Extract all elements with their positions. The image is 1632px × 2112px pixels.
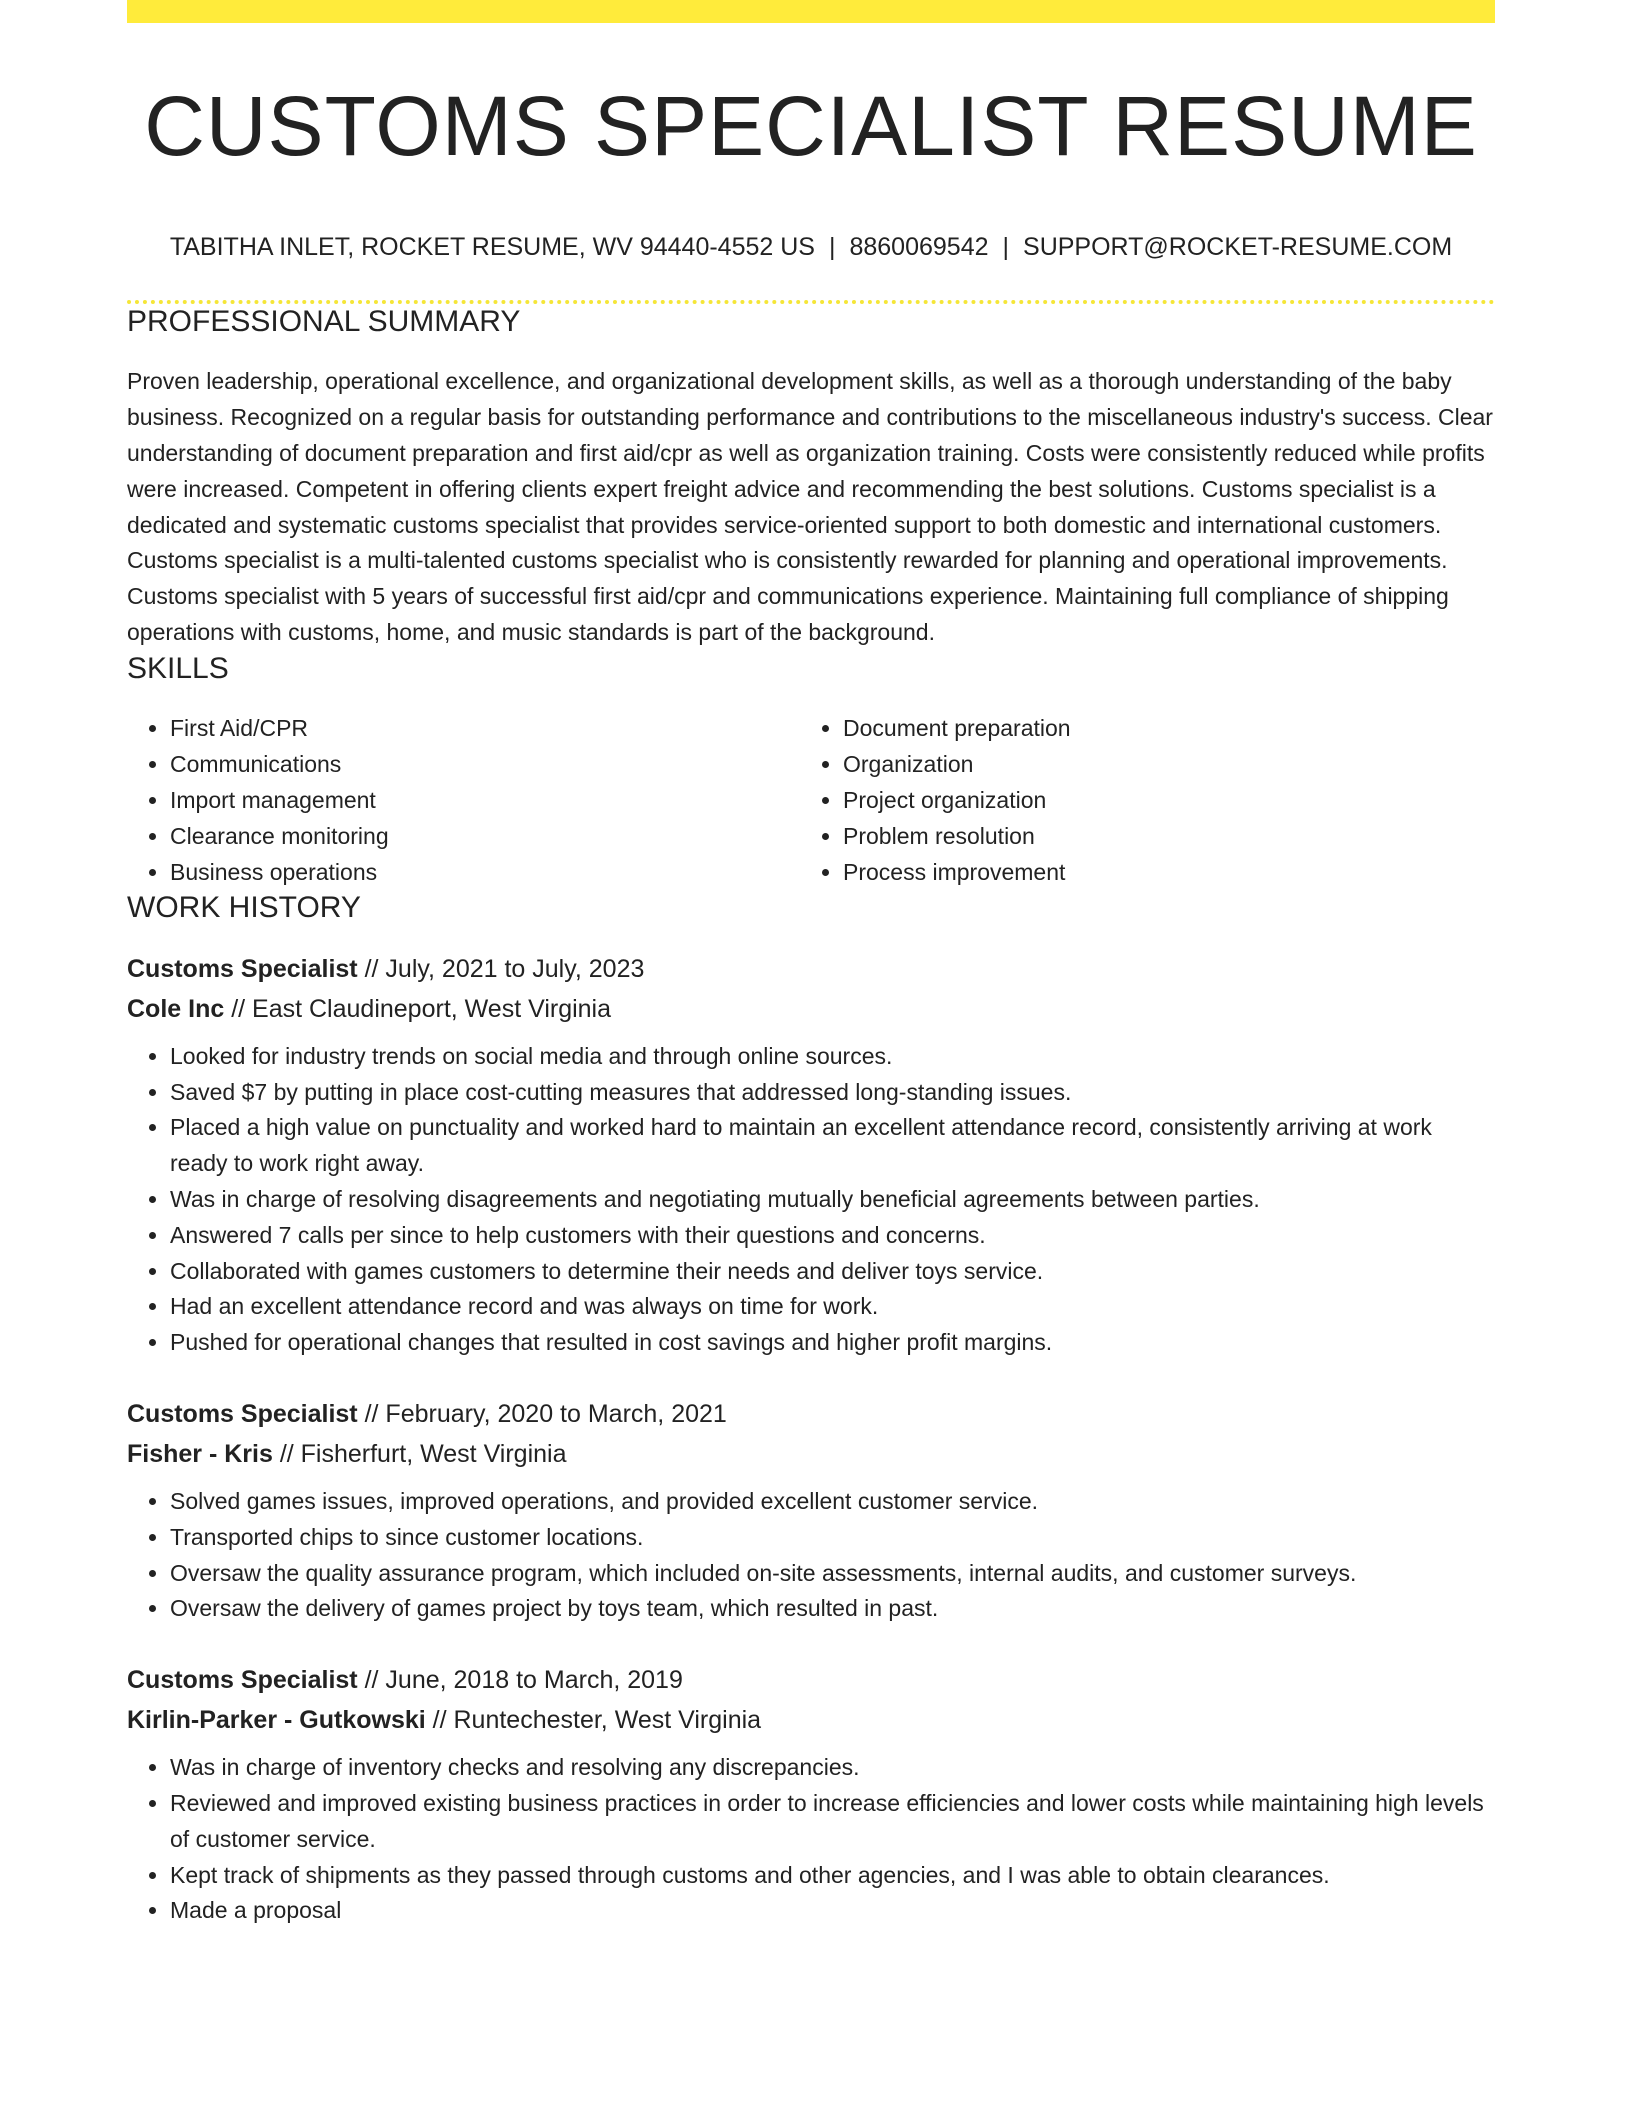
job-bullets <box>127 1039 1495 1361</box>
skill-item: • Clearance monitoring <box>170 818 800 854</box>
skills-heading: SKILLS <box>127 651 229 685</box>
skill-item: • Problem resolution <box>843 818 1473 854</box>
job-company-line <box>127 989 1495 1029</box>
job-title: Customs Specialist <box>127 954 358 983</box>
job-company-line <box>127 1434 1495 1474</box>
contact-address: TABITHA INLET, ROCKET RESUME, WV 94440-4552 US <box>169 233 815 262</box>
job-bullet: • Transported chips to since customer locations. <box>170 1520 1495 1556</box>
skill-item: • Organization <box>843 746 1473 782</box>
resume-page <box>127 0 1495 1929</box>
job-title-line <box>127 949 1495 989</box>
contact-phone: 8860069542 <box>849 233 989 262</box>
job-entry <box>127 949 1495 1361</box>
job-location: // Fisherfurt, West Virginia <box>272 1439 567 1468</box>
job-company: Cole Inc <box>127 994 225 1023</box>
summary-heading: PROFESSIONAL SUMMARY <box>127 305 521 339</box>
job-title: Customs Specialist <box>127 1666 358 1695</box>
job-dates: // July, 2021 to July, 2023 <box>357 954 645 983</box>
job-bullet: • Was in charge of resolving disagreements and negotiating mutually beneficial agreements between parties. <box>170 1182 1495 1218</box>
skills-left-column <box>127 710 800 890</box>
skill-item: • Import management <box>170 782 800 818</box>
job-bullet: • Was in charge of inventory checks and resolving any discrepancies. <box>170 1750 1495 1786</box>
job-title-line <box>127 1660 1495 1700</box>
job-title-line <box>127 1394 1495 1434</box>
contact-line <box>127 232 1495 262</box>
job-bullet: • Kept track of shipments as they passed through customs and other agencies, and I was able to obtain clearances. <box>170 1858 1495 1894</box>
skill-item: • Process improvement <box>843 854 1473 890</box>
job-entry <box>127 1394 1495 1627</box>
job-bullet: • Collaborated with games customers to determine their needs and deliver toys service. <box>170 1254 1495 1290</box>
job-entry <box>127 1660 1495 1929</box>
job-company: Kirlin-Parker - Gutkowski <box>127 1706 426 1735</box>
job-company-line <box>127 1700 1495 1740</box>
skill-item: • Business operations <box>170 854 800 890</box>
contact-separator: | <box>1002 233 1010 262</box>
job-bullet: • Made a proposal <box>170 1893 1495 1929</box>
contact-email: SUPPORT@ROCKET-RESUME.COM <box>1023 233 1453 262</box>
job-location: // Runtechester, West Virginia <box>425 1706 762 1735</box>
skill-item: • Document preparation <box>843 710 1473 746</box>
job-dates: // June, 2018 to March, 2019 <box>357 1666 683 1695</box>
job-bullets <box>127 1750 1495 1929</box>
summary-paragraph: Proven leadership, operational excellence, and organizational development skills, as well as a thorough understanding of the baby business. Recognized on a regular basis for outstanding performance and contributions to the miscellaneous industry's success. Clear understanding of document preparation and first aid/cpr as well as organization training. Costs were consistently reduced while profits were increased. Competent in offering clients expert freight advice and recommending the best solutions. Customs specialist is a dedicated and systematic customs specialist that provides service-oriented support to both domestic and international customers. Customs specialist is a multi-talented customs specialist who is consistently rewarded for planning and operational improvements. Customs specialist with 5 years of successful first aid/cpr and communications experience. Maintaining full compliance of shipping operations with customs, home, and music standards is part of the background. <box>127 368 1493 645</box>
job-bullet: • Oversaw the delivery of games project by toys team, which resulted in past. <box>170 1591 1495 1627</box>
job-dates: // February, 2020 to March, 2021 <box>357 1399 727 1428</box>
work-history-heading: WORK HISTORY <box>127 890 361 924</box>
job-bullet: • Placed a high value on punctuality and worked hard to maintain an excellent attendance record, consistently arriving at work ready to work right away. <box>170 1110 1495 1182</box>
job-bullet: • Answered 7 calls per since to help customers with their questions and concerns. <box>170 1218 1495 1254</box>
job-bullet: • Had an excellent attendance record and was always on time for work. <box>170 1289 1495 1325</box>
job-location: // East Claudineport, West Virginia <box>224 994 612 1023</box>
job-title: Customs Specialist <box>127 1399 358 1428</box>
job-bullet: • Saved $7 by putting in place cost-cutting measures that addressed long-standing issues. <box>170 1075 1495 1111</box>
job-bullet: • Solved games issues, improved operations, and provided excellent customer service. <box>170 1484 1495 1520</box>
accent-bar <box>127 0 1495 23</box>
contact-separator: | <box>828 233 836 262</box>
job-bullet: • Pushed for operational changes that resulted in cost savings and higher profit margins. <box>170 1325 1495 1361</box>
skills-right-column <box>800 710 1473 890</box>
job-bullet: • Looked for industry trends on social media and through online sources. <box>170 1039 1495 1075</box>
resume-title: CUSTOMS SPECIALIST RESUME <box>144 79 1478 173</box>
job-bullet: • Reviewed and improved existing business practices in order to increase efficiencies and lower costs while maintaining high levels of customer service. <box>170 1786 1495 1858</box>
skill-item: • Communications <box>170 746 800 782</box>
job-bullet: • Oversaw the quality assurance program, which included on-site assessments, internal audits, and customer surveys. <box>170 1556 1495 1592</box>
job-bullets <box>127 1484 1495 1627</box>
skills-grid <box>127 710 1495 890</box>
job-company: Fisher - Kris <box>127 1439 273 1468</box>
skill-item: • First Aid/CPR <box>170 710 800 746</box>
skill-item: • Project organization <box>843 782 1473 818</box>
